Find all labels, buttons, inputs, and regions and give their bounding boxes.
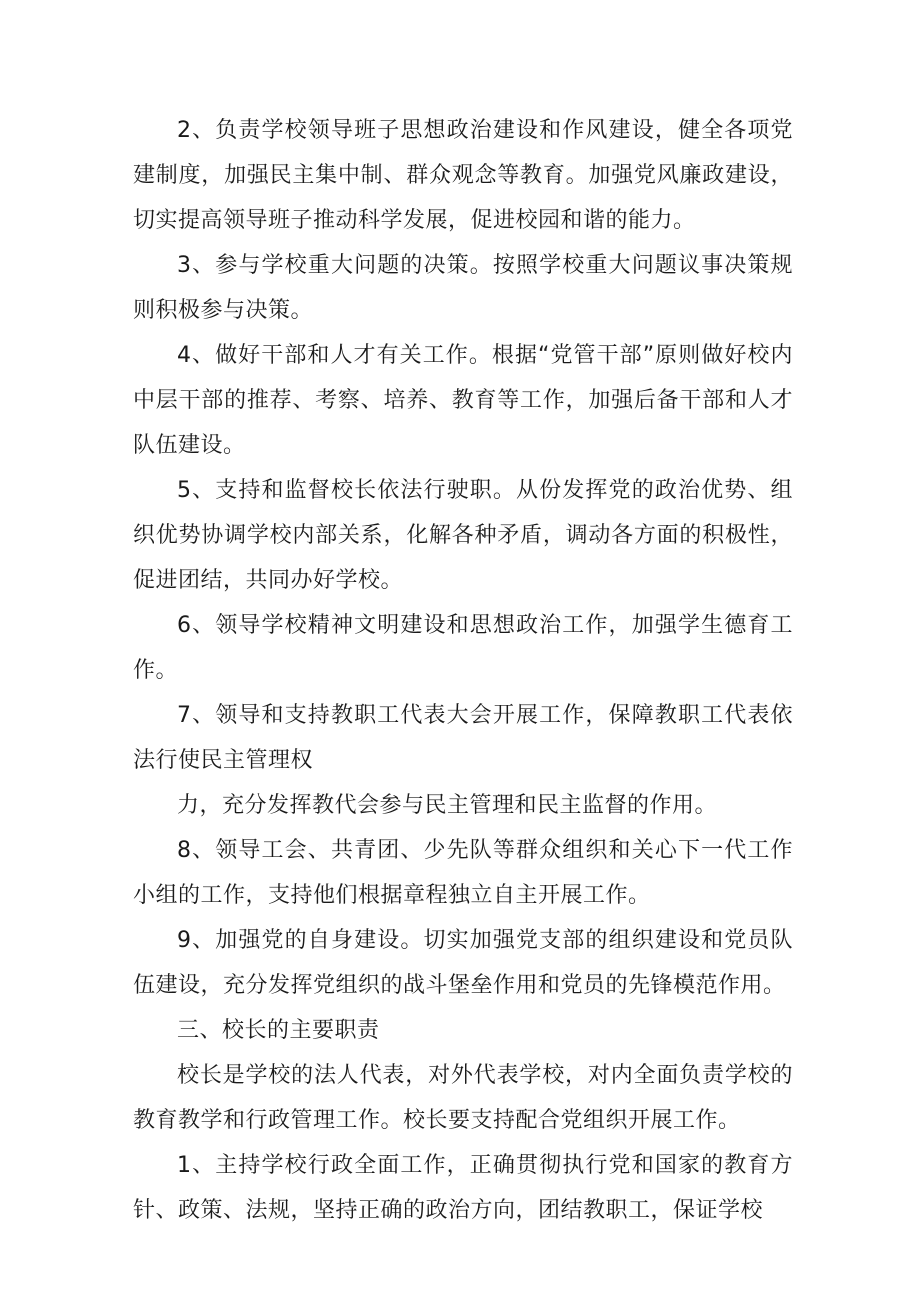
paragraph-item-7: 7、领导和支持教职工代表大会开展工作，保障教职工代表依法行使民主管理权 bbox=[133, 703, 793, 773]
paragraph-item-7-continued: 力，充分发挥教代会参与民主管理和民主监督的作用。 bbox=[177, 793, 718, 818]
paragraph-item-3: 3、参与学校重大问题的决策。按照学校重大问题议事决策规则积极参与决策。 bbox=[133, 253, 793, 323]
paragraph-item-8: 8、领导工会、共青团、少先队等群众组织和关心下一代工作小组的工作，支持他们根据章程独立自主开展工作。 bbox=[133, 838, 793, 908]
paragraph-principal-intro: 校长是学校的法人代表，对外代表学校，对内全面负责学校的教育教学和行政管理工作。校长要支持配合党组织开展工作。 bbox=[133, 1063, 793, 1133]
paragraph-item-2: 2、负责学校领导班子思想政治建设和作风建设，健全各项党建制度，加强民主集中制、群众观念等教育。加强党风廉政建设，切实提高领导班子推动科学发展，促进校园和谐的能力。 bbox=[133, 118, 793, 233]
paragraph-item-6: 6、领导学校精神文明建设和思想政治工作，加强学生德育工作。 bbox=[133, 613, 793, 683]
section-heading-principal-duties: 三、校长的主要职责 bbox=[177, 1018, 380, 1043]
paragraph-principal-item-1: 1、主持学校行政全面工作，正确贯彻执行党和国家的教育方针、政策、法规，坚持正确的政治方向，团结教职工，保证学校 bbox=[133, 1153, 793, 1223]
paragraph-item-5: 5、支持和监督校长依法行驶职。从份发挥党的政治优势、组织优势协调学校内部关系，化解各种矛盾，调动各方面的积极性，促进团结，共同办好学校。 bbox=[133, 478, 793, 593]
paragraph-item-4: 4、做好干部和人才有关工作。根据“党管干部”原则做好校内中层干部的推荐、考察、培养、教育等工作，加强后备干部和人才队伍建设。 bbox=[133, 343, 793, 458]
paragraph-item-9: 9、加强党的自身建设。切实加强党支部的组织建设和党员队伍建设，充分发挥党组织的战斗堡垒作用和党员的先锋模范作用。 bbox=[133, 928, 793, 998]
document-body bbox=[133, 108, 793, 1233]
